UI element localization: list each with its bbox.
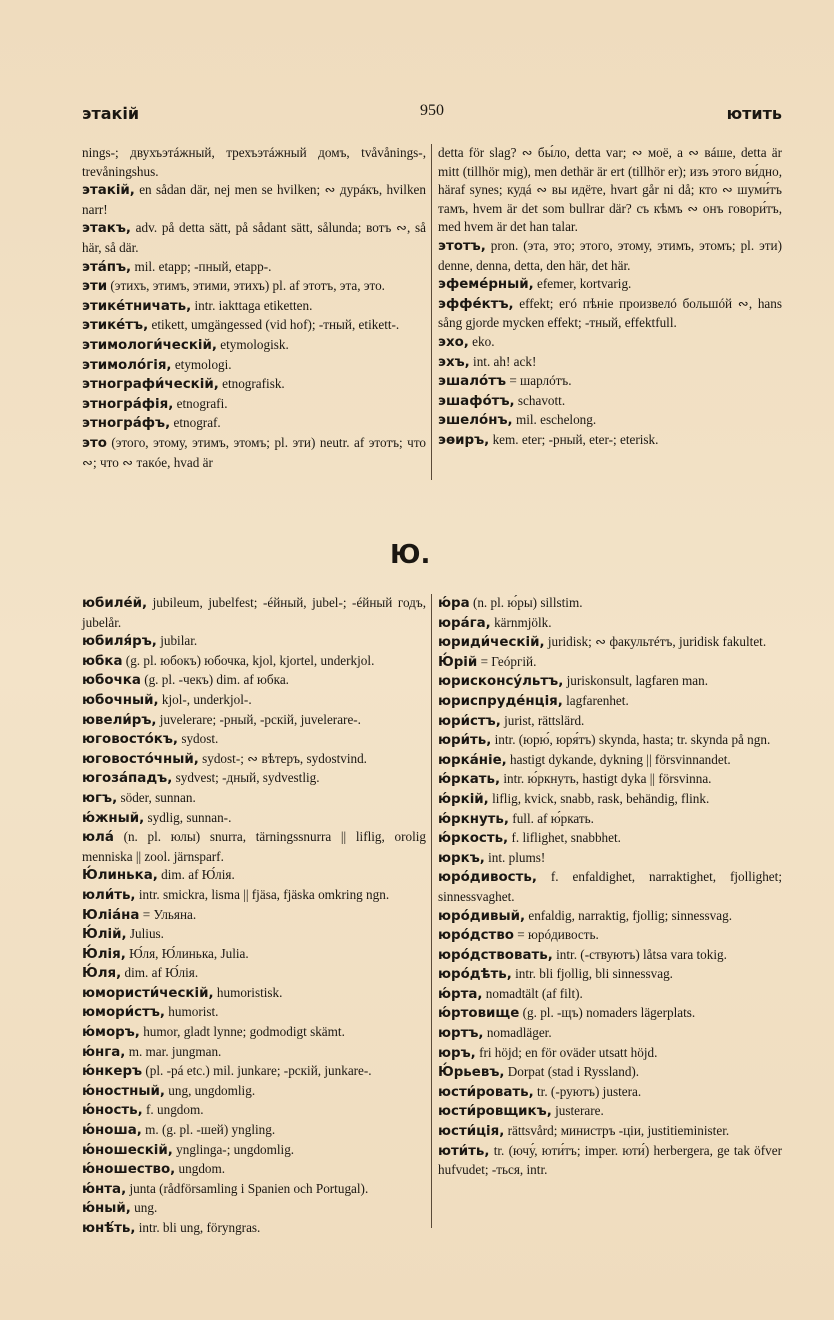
column-divider-top bbox=[431, 144, 432, 480]
entry-definition: tr. (ючу́, юти́тъ; imper. юти́) herbergera, ge tak öfver hufvudet; -ться, intr. bbox=[438, 1142, 782, 1178]
entry-headword: Ю́рьевъ, bbox=[438, 1065, 505, 1081]
dictionary-entry bbox=[438, 1142, 782, 1180]
entry-definition: mil. eschelong. bbox=[512, 412, 597, 428]
entry-definition: juvelerare; -рный, -рскій, juvelerare-. bbox=[156, 711, 361, 727]
entry-definition: liflig, kvick, snabb, rask, behändig, flink. bbox=[488, 790, 710, 806]
entry-headword: ю́ношество, bbox=[82, 1162, 176, 1178]
entry-definition: (n. pl. ю́ры) sillstim. bbox=[469, 595, 583, 610]
entry-headword: этимолóгія, bbox=[82, 357, 172, 373]
entry-headword: ю́нкеръ bbox=[82, 1064, 143, 1080]
entry-definition: m. (g. pl. -шей) yngling. bbox=[141, 1122, 276, 1138]
entry-headword: ю́рта, bbox=[438, 986, 483, 1002]
entry-headword: ю́нта, bbox=[82, 1181, 127, 1197]
entry-definition: detta för slag? ∾ бы́ло, detta var; ∾ моё, а ∾ вáше, detta är mitt (tillhör mig), men dethär är ert (tillhör er); изъ этого ви́дно, häraf synes; кудá ∾ вы идёте, hvart går ni då; кто ∾ шуми́тъ тамъ, hvem är det som bullrar där? съ кѣмъ ∾ онъ говори́тъ, med hvem är det han talar. bbox=[438, 145, 782, 235]
dictionary-entry bbox=[82, 375, 426, 395]
dictionary-entry bbox=[438, 1122, 782, 1142]
entry-definition: intr. bli fjollig, bli sinnessvag. bbox=[511, 966, 673, 982]
entry-headword: Ю́рій bbox=[438, 654, 478, 670]
entry-headword: Юліáна bbox=[82, 907, 140, 923]
entry-headword: Ю́лій, bbox=[82, 927, 127, 943]
entry-headword: юрисконсу́льтъ, bbox=[438, 674, 564, 690]
dictionary-entry bbox=[438, 144, 782, 237]
entry-headword: юриди́ческій, bbox=[438, 635, 545, 651]
dictionary-entry bbox=[82, 1121, 426, 1141]
entry-definition: etymologisk. bbox=[216, 336, 289, 352]
entry-headword: ювели́ръ, bbox=[82, 712, 157, 728]
entry-definition: = Геóргій. bbox=[477, 653, 537, 669]
entry-definition: adv. på detta sätt, på sådant sätt, sålunda; вотъ ∾, så här, så där. bbox=[82, 220, 426, 255]
dictionary-entry bbox=[438, 926, 782, 946]
dictionary-entry bbox=[438, 295, 782, 333]
dictionary-entry bbox=[82, 1023, 426, 1043]
entry-definition: intr. ю́ркнуть, hastigt dyka || försvinna. bbox=[500, 771, 712, 787]
dictionary-entry bbox=[82, 632, 426, 652]
dictionary-entry bbox=[438, 1004, 782, 1024]
entry-definition: humorist. bbox=[164, 1004, 219, 1020]
dictionary-entry bbox=[82, 1219, 426, 1239]
entry-definition: söder, sunnan. bbox=[117, 789, 196, 805]
dictionary-entry bbox=[82, 1082, 426, 1102]
entry-headword: юмористи́ческій, bbox=[82, 985, 214, 1001]
entry-definition: nomadläger. bbox=[483, 1025, 552, 1041]
entry-definition: dim. af Ю́лія. bbox=[121, 965, 199, 981]
dictionary-entry bbox=[82, 277, 426, 297]
entry-definition: nomadtält (af filt). bbox=[482, 985, 583, 1001]
entry-headword: юри́ть, bbox=[438, 733, 492, 749]
dictionary-entry bbox=[82, 671, 426, 691]
entry-definition: juridisk; ∾ факультéтъ, juridisk fakultet. bbox=[544, 634, 767, 650]
dictionary-entry bbox=[438, 653, 782, 673]
entry-headword: юнѣ́ть, bbox=[82, 1221, 136, 1236]
entry-definition: sydost. bbox=[178, 731, 219, 747]
dictionary-entry bbox=[82, 906, 426, 926]
dictionary-entry bbox=[438, 594, 782, 614]
entry-headword: юбочный, bbox=[82, 692, 159, 708]
entry-headword: ю́ношескій, bbox=[82, 1142, 173, 1158]
bottom-right-column bbox=[438, 594, 782, 1180]
entry-definition: effekt; егó пѣніе произвелó большóй ∾, hans sång gjorde mycken effekt; -тный, effektfull. bbox=[438, 295, 782, 331]
dictionary-entry bbox=[438, 1044, 782, 1064]
entry-headword: юмори́стъ, bbox=[82, 1005, 165, 1021]
page-number: 950 bbox=[420, 102, 444, 119]
entry-headword: эхо, bbox=[438, 334, 469, 350]
entry-definition: Julius. bbox=[126, 926, 164, 942]
entry-definition: (pl. -рá etc.) mil. junkare; -рскій, junkare-. bbox=[142, 1063, 372, 1079]
entry-definition: kjol-, underkjol-. bbox=[158, 691, 252, 707]
entry-definition: (g. pl. юбокъ) юбочка, kjol, kjortel, underkjol. bbox=[122, 652, 375, 668]
entry-definition: eko. bbox=[468, 333, 495, 349]
entry-definition: hastigt dykande, dykning || försvinnandet. bbox=[506, 751, 731, 767]
dictionary-entry bbox=[438, 692, 782, 712]
dictionary-entry bbox=[82, 691, 426, 711]
entry-headword: эшафóтъ, bbox=[438, 393, 515, 409]
entry-headword: этакъ, bbox=[82, 221, 131, 237]
entry-definition: etymologi. bbox=[171, 356, 232, 372]
entry-headword: юбиля́ръ, bbox=[82, 634, 157, 650]
entry-headword: юсти́ція, bbox=[438, 1124, 505, 1140]
entry-headword: ю́ностный, bbox=[82, 1083, 165, 1099]
entry-headword: этимологи́ческій, bbox=[82, 337, 217, 353]
entry-definition: Dorpat (stad i Ryssland). bbox=[504, 1064, 640, 1080]
entry-definition: etikett, umgängessed (vid hof); -тный, etikett-. bbox=[148, 317, 400, 333]
entry-headword: эхъ, bbox=[438, 354, 470, 370]
dictionary-entry bbox=[438, 672, 782, 692]
entry-definition: schavott. bbox=[514, 392, 566, 408]
dictionary-entry bbox=[82, 984, 426, 1004]
dictionary-entry bbox=[82, 1003, 426, 1023]
entry-definition: nings-; двухъэтáжный, трехъэтáжный домъ, tvåvånings-, trevåningshus. bbox=[82, 145, 426, 179]
dictionary-entry bbox=[438, 731, 782, 751]
dictionary-entry bbox=[438, 1083, 782, 1103]
column-divider-bottom bbox=[431, 594, 432, 1228]
entry-headword: юбочка bbox=[82, 673, 141, 689]
dictionary-entry bbox=[82, 1101, 426, 1121]
entry-headword: юртъ, bbox=[438, 1026, 484, 1042]
entry-headword: юриспрудéнція, bbox=[438, 693, 563, 709]
entry-headword: юрóдствовать, bbox=[438, 947, 553, 963]
entry-definition: (g. pl. -чекъ) dim. af юбка. bbox=[140, 672, 289, 688]
entry-headword: ю́ркій, bbox=[438, 791, 489, 807]
entry-headword: юсти́ровать, bbox=[438, 1084, 534, 1100]
dictionary-entry bbox=[82, 1160, 426, 1180]
entry-headword: юбка bbox=[82, 653, 123, 669]
dictionary-entry bbox=[82, 652, 426, 672]
entry-headword: юлá bbox=[82, 830, 114, 846]
entry-definition: intr. smickra, lisma || fjäsa, fjäska omkring ngn. bbox=[135, 886, 390, 902]
entry-definition: jubileum, jubelfest; -éйный, jubel-; -éйный годъ, jubelår. bbox=[82, 595, 426, 630]
dictionary-entry bbox=[438, 849, 782, 869]
dictionary-entry bbox=[438, 1024, 782, 1044]
entry-definition: humor, gladt lynne; godmodigt skämt. bbox=[139, 1024, 345, 1040]
entry-headword: ю́ра bbox=[438, 596, 470, 611]
entry-definition: etnografisk. bbox=[218, 376, 285, 392]
entry-headword: эффéктъ, bbox=[438, 296, 514, 312]
entry-definition: (g. pl. -щъ) nomaders lägerplats. bbox=[519, 1005, 696, 1021]
dictionary-entry bbox=[438, 1102, 782, 1122]
entry-headword: юркъ, bbox=[438, 850, 485, 866]
dictionary-entry bbox=[82, 434, 426, 472]
entry-definition: = Ульяна. bbox=[139, 906, 197, 922]
dictionary-entry bbox=[82, 945, 426, 965]
dictionary-entry bbox=[82, 866, 426, 886]
entry-headword: ю́ртовище bbox=[438, 1006, 520, 1022]
entry-definition: mil. etapp; -пный, etapp-. bbox=[131, 258, 272, 274]
entry-headword: Ю́лія, bbox=[82, 946, 126, 962]
entry-definition: intr. (-ствуютъ) låtsa vara tokig. bbox=[552, 946, 727, 962]
entry-headword: юти́ть, bbox=[438, 1143, 490, 1159]
dictionary-entry bbox=[438, 614, 782, 634]
entry-headword: эшалóтъ bbox=[438, 374, 507, 390]
entry-definition: full. af ю́ркать. bbox=[509, 810, 594, 826]
dictionary-entry bbox=[438, 810, 782, 830]
entry-headword: юрáга, bbox=[438, 615, 491, 631]
entry-headword: это bbox=[82, 435, 107, 451]
dictionary-entry bbox=[82, 219, 426, 257]
entry-definition: lagfarenhet. bbox=[562, 692, 629, 708]
entry-definition: humoristisk. bbox=[213, 984, 283, 1000]
dictionary-entry bbox=[82, 1062, 426, 1082]
entry-headword: ю́ркнуть, bbox=[438, 811, 509, 827]
entry-definition: etnograf. bbox=[170, 415, 221, 431]
entry-headword: этногрáфъ, bbox=[82, 416, 171, 432]
entry-headword: Ю́линька, bbox=[82, 868, 158, 884]
entry-headword: этáпъ, bbox=[82, 259, 132, 275]
dictionary-entry bbox=[82, 828, 426, 866]
entry-definition: intr. (юрю́, юря́тъ) skynda, hasta; tr. skynda på ngn. bbox=[491, 732, 771, 748]
entry-definition: rättsvård; министръ -ціи, justitieminister. bbox=[504, 1123, 730, 1139]
entry-definition: efemer, kortvarig. bbox=[533, 276, 632, 292]
entry-definition: (этого, этому, этимъ, этомъ; pl. эти) neutr. af этотъ; что ∾; что ∾ такóе, hvad är bbox=[82, 434, 426, 470]
dictionary-entry bbox=[438, 1063, 782, 1083]
entry-headword: ю́ность, bbox=[82, 1103, 143, 1119]
entry-headword: этакій, bbox=[82, 183, 135, 199]
entry-headword: юли́ть, bbox=[82, 887, 136, 903]
dictionary-entry bbox=[438, 333, 782, 353]
dictionary-entry bbox=[82, 297, 426, 317]
dictionary-entry bbox=[82, 809, 426, 829]
entry-headword: ю́ркость, bbox=[438, 831, 509, 847]
entry-definition: intr. bli ung, föryngras. bbox=[135, 1220, 261, 1235]
entry-definition: sydlig, sunnan-. bbox=[144, 809, 232, 825]
entry-definition: int. plums! bbox=[484, 849, 546, 865]
entry-definition: enfaldig, narraktig, fjollig; sinnessvag. bbox=[525, 907, 732, 923]
dictionary-entry bbox=[82, 964, 426, 984]
entry-headword: ю́ный, bbox=[82, 1201, 131, 1217]
entry-definition: junta (rådförsamling i Spanien och Portugal). bbox=[126, 1180, 369, 1196]
dictionary-entry bbox=[82, 1141, 426, 1161]
top-right-column bbox=[438, 144, 782, 451]
dictionary-entry bbox=[438, 237, 782, 275]
entry-headword: юговостóчный, bbox=[82, 751, 199, 767]
dictionary-entry bbox=[82, 356, 426, 376]
entry-headword: ю́нга, bbox=[82, 1044, 126, 1060]
dictionary-entry bbox=[82, 336, 426, 356]
entry-headword: ю́ркать, bbox=[438, 772, 501, 788]
entry-headword: югъ, bbox=[82, 790, 118, 806]
entry-headword: эшелóнъ, bbox=[438, 413, 513, 429]
entry-definition: ung. bbox=[130, 1200, 158, 1216]
entry-definition: kärnmjölk. bbox=[490, 614, 552, 630]
entry-headword: этнографи́ческій, bbox=[82, 377, 219, 393]
entry-definition: ung, ungdomlig. bbox=[165, 1082, 256, 1098]
entry-headword: юрóдство bbox=[438, 928, 514, 944]
entry-definition: f. ungdom. bbox=[142, 1102, 204, 1118]
dictionary-entry bbox=[82, 1199, 426, 1219]
dictionary-entry bbox=[438, 907, 782, 927]
dictionary-entry bbox=[438, 868, 782, 906]
entry-definition: Ю́ля, Ю́линька, Julia. bbox=[125, 945, 249, 961]
dictionary-entry bbox=[82, 769, 426, 789]
dictionary-entry bbox=[438, 633, 782, 653]
top-left-column bbox=[82, 144, 426, 472]
dictionary-entry bbox=[82, 316, 426, 336]
entry-definition: intr. iakttaga etiketten. bbox=[191, 297, 313, 313]
entry-headword: ю́жный, bbox=[82, 810, 145, 826]
entry-definition: tr. (-руютъ) justera. bbox=[533, 1083, 642, 1099]
entry-definition: pron. (эта, это; этого, этому, этимъ, этомъ; pl. эти) denne, denna, detta, den här, det här. bbox=[438, 237, 782, 273]
entry-definition: ynglinga-; ungdomlig. bbox=[172, 1141, 295, 1157]
bottom-left-column bbox=[82, 594, 426, 1239]
dictionary-entry bbox=[82, 144, 426, 181]
entry-headword: юркáніе, bbox=[438, 752, 507, 768]
entry-definition: etnografi. bbox=[173, 395, 228, 411]
entry-definition: ungdom. bbox=[175, 1161, 226, 1177]
entry-definition: juriskonsult, lagfaren man. bbox=[563, 673, 708, 689]
entry-definition: = шарлóтъ. bbox=[506, 373, 572, 389]
dictionary-entry bbox=[82, 730, 426, 750]
dictionary-entry bbox=[438, 712, 782, 732]
entry-definition: en sådan där, nej men se hvilken; ∾ дурáкъ, hvilken narr! bbox=[82, 182, 426, 217]
entry-headword: юръ, bbox=[438, 1045, 476, 1061]
entry-headword: этногрáфія, bbox=[82, 396, 174, 412]
entry-definition: f. liflighet, snabbhet. bbox=[508, 830, 621, 846]
dictionary-entry bbox=[82, 1043, 426, 1063]
entry-headword: ю́моръ, bbox=[82, 1025, 140, 1041]
dictionary-entry bbox=[438, 431, 782, 451]
entry-definition: (этихъ, этимъ, этими, этихъ) pl. af этотъ, эта, это. bbox=[107, 278, 385, 294]
entry-headword: ю́ноша, bbox=[82, 1123, 142, 1139]
dictionary-entry bbox=[82, 750, 426, 770]
dictionary-entry bbox=[438, 985, 782, 1005]
dictionary-entry bbox=[82, 925, 426, 945]
entry-headword: эти bbox=[82, 279, 108, 295]
dictionary-entry bbox=[82, 1180, 426, 1200]
entry-definition: int. ah! ack! bbox=[469, 353, 537, 369]
entry-definition: (n. pl. юлы) snurra, tärningssnurra || liflig, orolig menniska || zool. järnsparf. bbox=[82, 829, 426, 864]
entry-headword: юрóдивый, bbox=[438, 908, 526, 924]
dictionary-entry bbox=[438, 751, 782, 771]
entry-definition: = юрóдивость. bbox=[514, 927, 599, 943]
entry-headword: югозáпадъ, bbox=[82, 771, 173, 787]
dictionary-entry bbox=[438, 946, 782, 966]
entry-headword: юсти́ровщикъ, bbox=[438, 1104, 552, 1120]
dictionary-entry bbox=[438, 392, 782, 412]
dictionary-entry bbox=[82, 711, 426, 731]
entry-headword: юри́стъ, bbox=[438, 713, 501, 729]
dictionary-entry bbox=[82, 789, 426, 809]
entry-definition: dim. af Ю́лія. bbox=[157, 867, 235, 883]
entry-headword: юрóдивость, bbox=[438, 870, 537, 886]
entry-headword: этикéтничать, bbox=[82, 298, 192, 314]
dictionary-entry bbox=[438, 275, 782, 295]
entry-headword: этотъ, bbox=[438, 238, 486, 254]
dictionary-entry bbox=[438, 790, 782, 810]
entry-definition: justerare. bbox=[551, 1103, 604, 1119]
dictionary-entry bbox=[438, 411, 782, 431]
dictionary-entry bbox=[438, 770, 782, 790]
entry-definition: m. mar. jungman. bbox=[125, 1043, 222, 1059]
page-header bbox=[82, 100, 782, 128]
section-letter: Ю. bbox=[390, 540, 431, 570]
entry-headword: этикéтъ, bbox=[82, 318, 149, 334]
dictionary-entry bbox=[82, 594, 426, 632]
entry-definition: sydost-; ∾ вѣтеръ, sydostvind. bbox=[198, 750, 367, 766]
entry-headword: эѳиръ, bbox=[438, 432, 490, 448]
entry-definition: sydvest; -дный, sydvestlig. bbox=[172, 770, 320, 786]
dictionary-entry bbox=[438, 965, 782, 985]
dictionary-entry bbox=[82, 414, 426, 434]
entry-definition: fri höjd; en för oväder utsatt höjd. bbox=[475, 1044, 658, 1060]
entry-definition: jubilar. bbox=[156, 633, 198, 649]
dictionary-entry bbox=[82, 258, 426, 278]
entry-headword: юговостóкъ, bbox=[82, 732, 179, 748]
entry-definition: jurist, rättslärd. bbox=[500, 712, 585, 728]
dictionary-entry bbox=[438, 829, 782, 849]
dictionary-entry bbox=[438, 372, 782, 392]
entry-definition: kem. eter; -рный, eter-; eterisk. bbox=[489, 431, 659, 447]
header-right-guideword: ютить bbox=[726, 104, 782, 123]
dictionary-entry bbox=[82, 181, 426, 219]
dictionary-entry bbox=[82, 395, 426, 415]
dictionary-entry bbox=[82, 886, 426, 906]
header-left-guideword: этакій bbox=[82, 104, 140, 123]
entry-headword: юбилéй, bbox=[82, 596, 148, 611]
entry-headword: Ю́ля, bbox=[82, 966, 122, 982]
entry-headword: юрóдѣть, bbox=[438, 967, 512, 983]
dictionary-entry bbox=[438, 353, 782, 373]
entry-definition: f. enfaldighet, narraktighet, fjollighet; sinnessvaghet. bbox=[438, 869, 782, 904]
entry-headword: эфемéрный, bbox=[438, 277, 534, 293]
